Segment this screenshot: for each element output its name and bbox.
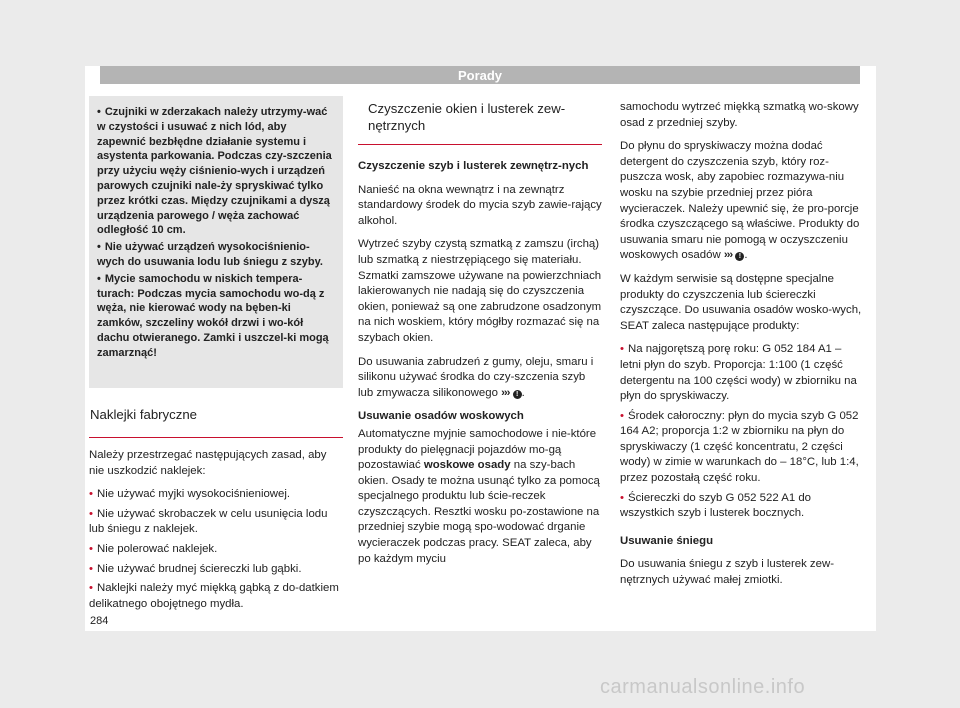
windows-section-cont <box>620 100 862 597</box>
bullet: • <box>97 241 101 254</box>
paragraph: Do usuwania śniegu z szyb i lusterek zew-nętrznych używać małej zmiotki. <box>620 558 834 587</box>
subheading: Usuwanie osadów woskowych <box>358 410 524 423</box>
subheading: Czyszczenie szyb i lusterek zewnętrz-nych <box>358 160 589 172</box>
list-item: • Naklejki należy myć miękką gąbką z do-datkiem delikatnego obojętnego mydła. <box>89 582 339 610</box>
paragraph: Nanieść na okna wewnątrz i na zewnątrz standardowy środek do mycia szyb zawie-rający alkohol. <box>358 183 602 227</box>
warning-icon: ! <box>735 252 744 261</box>
list-item: • Nie polerować naklejek. <box>89 542 218 555</box>
paragraph: samochodu wytrzeć miękką szmatką wo-skowy osad z przedniej szyby. <box>620 101 859 129</box>
bullet: • <box>89 562 93 575</box>
list-item: • Nie używać myjki wysokociśnieniowej. <box>89 488 291 501</box>
bullet: • <box>620 409 624 422</box>
stickers-section <box>89 406 343 616</box>
bullet: • <box>89 582 93 595</box>
paragraph: Do usuwania zabrudzeń z gumy, oleju, smaru i silikonu używać środka do czy-szczenia szyb lub zmywacza silikonowego ››› ! . <box>358 355 594 399</box>
bullet: • <box>89 507 93 520</box>
bullet: • <box>89 488 93 501</box>
section-title-stickers: Naklejki fabryczne <box>89 406 343 438</box>
warning-icon: ! <box>513 390 522 399</box>
watermark: carmanualsonline.info <box>600 676 806 698</box>
ref-arrow[interactable]: ››› <box>501 386 510 399</box>
bullet: • <box>97 272 101 285</box>
paragraph: Wytrzeć szyby czystą szmatką z zamszu (irchą) lub szmatką z niestrzępiącego się materiału. Szmatki zamszowe używane na powierzchniach lakierowanych nie nadają się do czyszczenia okien, ponieważ są one zabrudzone osadzonym na nich woskiem, który mógłby rozmazać się na szybach okien. <box>358 238 602 344</box>
stickers-intro: Należy przestrzegać następujących zasad, aby nie uszkodzić naklejek: <box>89 449 327 477</box>
paragraph: Automatyczne myjnie samochodowe i nie-które produkty do pielęgnacji pojazdów mo-gą pozostawiać woskowe osady na szy-bach okien. Osady te można usunąć tylko za pomocą specjalnego produktu lub ście-reczek czyszczących. Resztki wosku po-zostawione na przedniej szybie mogą spo-wodować drganie wycieraczek podczas pracy. SEAT zaleca, aby po każdym myciu <box>358 427 600 565</box>
warning-item: • Czujniki w zderzakach należy utrzymy-wać w czystości i usuwać z nich lód, aby zapewnić bezbłędne działanie systemu i asystenta parkowania. Podczas czy-szczenia przy użyciu węży ciśnienio-wych i urządzeń parowych czujniki nale-ży spryskiwać tylko przez krótki czas. Między czujnikami a dyszą urządzenia parowego / węża zachować odległość 10 cm. <box>97 106 332 237</box>
ref-arrow[interactable]: ››› <box>723 249 733 262</box>
windows-section <box>358 100 602 575</box>
warning-box <box>89 96 343 388</box>
paragraph: Do płynu do spryskiwaczy można dodać detergent do czyszczenia szyb, który roz-puszcza wosk, aby zapobiec rozmazywa-niu wosku na szybie przedniej przez pióra wycieraczek. Należy upewnić się, że pro-porcje środka czyszczącego są właściwe. Produkty do usuwania smaru nie pomogą w oczyszczeniu woskowych osadów ››› ! . <box>620 140 860 262</box>
bullet: • <box>620 491 624 504</box>
page-number: 284 <box>90 615 109 627</box>
list-item: • Ściereczki do szyb G 052 522 A1 do wszystkich szyb i lusterek bocznych. <box>620 491 811 520</box>
warning-item: • Nie używać urządzeń wysokociśnienio-wych do usuwania lodu lub śniegu z szyby. <box>97 241 323 268</box>
bullet: • <box>620 343 624 356</box>
list-item: • Nie używać skrobaczek w celu usunięcia lodu lub śniegu z naklejek. <box>89 507 328 536</box>
list-item: • Nie używać brudnej ściereczki lub gąbki. <box>89 562 302 575</box>
warning-item: • Mycie samochodu w niskich tempera-turach: Podczas mycia samochodu wo-dą z węża, nie kierować wody na bęben-ki zamków, szczeliny wokół drzwi i wo-kół dachu otwieranego. Zamki i uszczel-ki mogą zamarznąć! <box>97 272 329 359</box>
subheading: Usuwanie śniegu <box>620 534 714 547</box>
list-item: • Środek całoroczny: płyn do mycia szyb G 052 164 A2; proporcja 1:2 w zbiorniku na płyn do spryskiwaczy (1 część koncentratu, 2 części wody) w zimie w warunkach do – 18°C, lub 1:4, przez pozostałą część roku. <box>620 409 859 485</box>
page-header: Porady <box>100 66 860 84</box>
bullet: • <box>89 542 93 555</box>
paragraph: W każdym serwisie są dostępne specjalne produkty do czyszczenia lub ściereczki czyszczące. Do usuwania osadów wosko-wych, SEAT zaleca następujące produkty: <box>620 272 862 332</box>
section-title-windows: Czyszczenie okien i lusterek zew-nętrznych <box>358 100 602 145</box>
bullet: • <box>97 106 101 118</box>
list-item: • Na najgorętszą porę roku: G 052 184 A1 – letni płyn do szyb. Proporcja: 1:100 (1 część detergentu na 100 części wody) w zbiorniku na płyn do spryskiwaczy. <box>620 343 857 403</box>
